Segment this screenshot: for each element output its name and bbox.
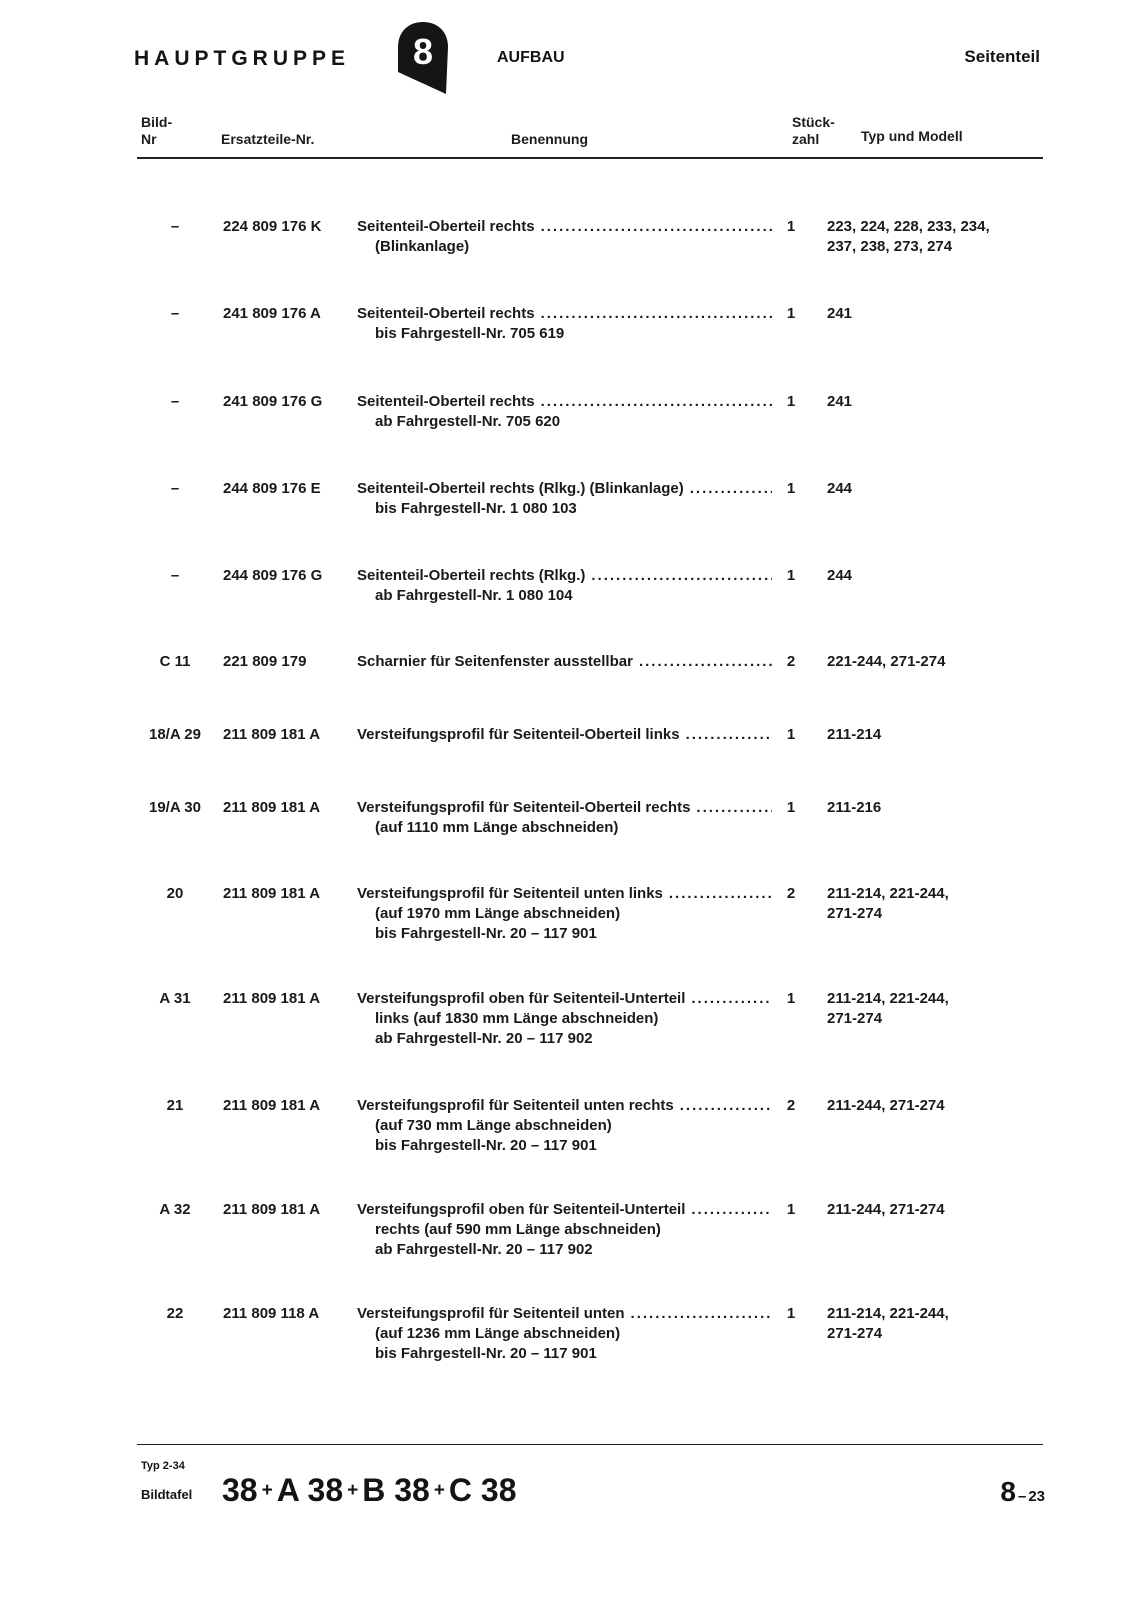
cell-bild-nr: A 31 (159, 990, 191, 1007)
typ-line: 241 (827, 393, 853, 410)
description-line: bis Fahrgestell-Nr. 20 – 117 901 (375, 1345, 597, 1362)
cell-typ-modell (827, 304, 1037, 324)
cell-description (357, 217, 772, 257)
leader-dots (669, 884, 772, 904)
cell-part-number: 221 809 179 (223, 653, 307, 670)
bildtafel-ref: A 38 (276, 1472, 344, 1508)
description-line: Seitenteil-Oberteil rechts ..... (357, 217, 772, 237)
description-line: (auf 1110 mm Länge abschneiden) (375, 819, 619, 836)
cell-typ-modell (827, 989, 1037, 1029)
parts-list (137, 160, 1043, 1430)
cell-description (357, 304, 772, 344)
cell-quantity: 1 (786, 218, 796, 235)
bildtafel-ref: C 38 (448, 1472, 517, 1508)
cell-quantity: 1 (786, 990, 796, 1007)
page-number: 8 – 23 (1000, 1476, 1045, 1507)
cell-quantity: 1 (786, 1201, 796, 1218)
description-line: bis Fahrgestell-Nr. 20 – 117 901 (375, 1137, 597, 1154)
description-line: ab Fahrgestell-Nr. 20 – 117 902 (375, 1241, 593, 1258)
cell-quantity: 1 (786, 393, 796, 410)
description-line: ab Fahrgestell-Nr. 20 – 117 902 (375, 1030, 593, 1047)
cell-bild-nr: A 32 (159, 1201, 191, 1218)
description-line: Scharnier für Seitenfenster ausstellbar ..... (357, 652, 772, 672)
leader-dots (541, 217, 772, 237)
cell-bild-nr: C 11 (159, 653, 191, 670)
cell-bild-nr: – (170, 393, 180, 410)
cell-typ-modell (827, 884, 1037, 924)
typ-line: 271-274 (827, 1325, 883, 1342)
group-label: HAUPTGRUPPE (134, 47, 351, 70)
cell-quantity: 1 (786, 567, 796, 584)
leader-dots (686, 725, 772, 745)
cell-quantity: 1 (786, 1305, 796, 1322)
typ-line: 211-216 (827, 799, 882, 816)
cell-bild-nr: 22 (166, 1305, 184, 1322)
description-line: Versteifungsprofil für Seitenteil unten ..... (357, 1304, 772, 1324)
typ-line: 244 (827, 480, 853, 497)
column-header-bild-nr: Bild- Nr (141, 114, 173, 147)
cell-description (357, 725, 772, 745)
description-line: links (auf 1830 mm Länge abschneiden) (375, 1010, 659, 1027)
typ-line: 221-244, 271-274 (827, 653, 946, 670)
leader-dots (696, 798, 772, 818)
description-line: Versteifungsprofil für Seitenteil unten rechts ..... (357, 1096, 772, 1116)
column-header-typ-und-modell: Typ und Modell (861, 128, 963, 144)
cell-typ-modell (827, 798, 1037, 818)
footer-rule (137, 1444, 1043, 1445)
cell-quantity: 1 (786, 480, 796, 497)
description-line: (auf 730 mm Länge abschneiden) (375, 1117, 612, 1134)
section-title: Seitenteil (964, 47, 1040, 66)
typ-line: 211-214, 221-244, (827, 885, 949, 902)
badge-number: 8 (412, 31, 434, 72)
description-line: Versteifungsprofil für Seitenteil unten links ..... (357, 884, 772, 904)
group-title: AUFBAU (497, 49, 565, 66)
description-line: Seitenteil-Oberteil rechts ..... (357, 392, 772, 412)
description-line: Versteifungsprofil oben für Seitenteil-Unterteil ..... (357, 1200, 772, 1220)
cell-description (357, 392, 772, 432)
cell-description (357, 479, 772, 519)
cell-part-number: 211 809 181 A (223, 885, 321, 902)
cell-description (357, 798, 772, 838)
cell-typ-modell (827, 1200, 1037, 1220)
cell-description (357, 1200, 772, 1260)
cell-typ-modell (827, 652, 1037, 672)
cell-description (357, 989, 772, 1049)
cell-part-number: 211 809 181 A (223, 1201, 321, 1218)
cell-typ-modell (827, 217, 1037, 257)
bildtafel-ref: 38 (222, 1472, 258, 1508)
cell-part-number: 241 809 176 G (223, 393, 323, 410)
plus-separator: + (347, 1480, 359, 1501)
cell-part-number: 241 809 176 A (223, 305, 321, 322)
footer-bildtafel-refs (222, 1472, 517, 1509)
leader-dots (691, 989, 772, 1009)
description-line: Seitenteil-Oberteil rechts (Rlkg.) (Blinkanlage) ..... (357, 479, 772, 499)
typ-line: 211-244, 271-274 (827, 1097, 945, 1114)
typ-line: 211-214, 221-244, (827, 990, 949, 1007)
typ-line: 271-274 (827, 1010, 883, 1027)
column-header-ersatzteile-nr: Ersatzteile-Nr. (221, 131, 315, 147)
cell-description (357, 884, 772, 944)
cell-typ-modell (827, 725, 1037, 745)
cell-part-number: 211 809 181 A (223, 726, 321, 743)
cell-bild-nr: 19/A 30 (149, 799, 201, 816)
cell-description (357, 1304, 772, 1364)
cell-quantity: 2 (786, 885, 796, 902)
description-line: (auf 1970 mm Länge abschneiden) (375, 905, 621, 922)
typ-line: 211-214 (827, 726, 882, 743)
cell-typ-modell (827, 566, 1037, 586)
cell-typ-modell (827, 1096, 1037, 1116)
cell-typ-modell (827, 392, 1037, 412)
description-line: rechts (auf 590 mm Länge abschneiden) (375, 1221, 661, 1238)
leader-dots (690, 479, 772, 499)
leader-dots (639, 652, 772, 672)
description-line: ab Fahrgestell-Nr. 705 620 (375, 413, 561, 430)
group-number-badge (396, 20, 450, 96)
typ-line: 244 (827, 567, 853, 584)
bildtafel-ref: B 38 (362, 1472, 430, 1508)
description-line: Versteifungsprofil für Seitenteil-Oberteil rechts ..... (357, 798, 772, 818)
column-header-benennung: Benennung (511, 131, 588, 147)
cell-typ-modell (827, 1304, 1037, 1344)
typ-line: 211-214, 221-244, (827, 1305, 949, 1322)
leader-dots (691, 1200, 772, 1220)
description-line: (auf 1236 mm Länge abschneiden) (375, 1325, 621, 1342)
cell-description (357, 1096, 772, 1156)
plus-separator: + (433, 1480, 445, 1501)
cell-part-number: 244 809 176 G (223, 567, 323, 584)
cell-bild-nr: 18/A 29 (149, 726, 201, 743)
leader-dots (541, 392, 772, 412)
cell-part-number: 224 809 176 K (223, 218, 322, 235)
cell-quantity: 1 (786, 305, 796, 322)
cell-bild-nr: 20 (166, 885, 184, 902)
typ-line: 211-244, 271-274 (827, 1201, 945, 1218)
cell-part-number: 211 809 181 A (223, 990, 321, 1007)
leader-dots (631, 1304, 772, 1324)
cell-quantity: 2 (786, 653, 796, 670)
header-rule (137, 157, 1043, 159)
cell-description (357, 652, 772, 672)
leader-dots (591, 566, 772, 586)
typ-line: 271-274 (827, 905, 883, 922)
cell-bild-nr: – (170, 567, 180, 584)
typ-line: 223, 224, 228, 233, 234, (827, 218, 990, 235)
description-line: Versteifungsprofil für Seitenteil-Oberteil links ..... (357, 725, 772, 745)
description-line: bis Fahrgestell-Nr. 20 – 117 901 (375, 925, 597, 942)
cell-bild-nr: 21 (166, 1097, 184, 1114)
cell-quantity: 1 (786, 726, 796, 743)
cell-part-number: 244 809 176 E (223, 480, 321, 497)
typ-line: 237, 238, 273, 274 (827, 238, 953, 255)
column-header-stueckzahl: Stück- zahl (792, 114, 835, 147)
cell-quantity: 2 (786, 1097, 796, 1114)
footer-bildtafel-label: Bildtafel (141, 1487, 193, 1502)
description-line: bis Fahrgestell-Nr. 705 619 (375, 325, 565, 342)
cell-part-number: 211 809 181 A (223, 1097, 321, 1114)
cell-bild-nr: – (170, 218, 180, 235)
footer-typ: Typ 2-34 (141, 1460, 185, 1472)
description-line: Seitenteil-Oberteil rechts (Rlkg.) ..... (357, 566, 772, 586)
cell-quantity: 1 (786, 799, 796, 816)
plus-separator: + (261, 1480, 273, 1501)
description-line: bis Fahrgestell-Nr. 1 080 103 (375, 500, 577, 517)
cell-bild-nr: – (170, 305, 180, 322)
description-line: ab Fahrgestell-Nr. 1 080 104 (375, 587, 573, 604)
cell-typ-modell (827, 479, 1037, 499)
leader-dots (680, 1096, 772, 1116)
cell-bild-nr: – (170, 480, 180, 497)
description-line: (Blinkanlage) (375, 238, 470, 255)
cell-part-number: 211 809 118 A (223, 1305, 320, 1322)
typ-line: 241 (827, 305, 853, 322)
description-line: Seitenteil-Oberteil rechts ..... (357, 304, 772, 324)
leader-dots (541, 304, 772, 324)
description-line: Versteifungsprofil oben für Seitenteil-Unterteil ..... (357, 989, 772, 1009)
cell-part-number: 211 809 181 A (223, 799, 321, 816)
cell-description (357, 566, 772, 606)
